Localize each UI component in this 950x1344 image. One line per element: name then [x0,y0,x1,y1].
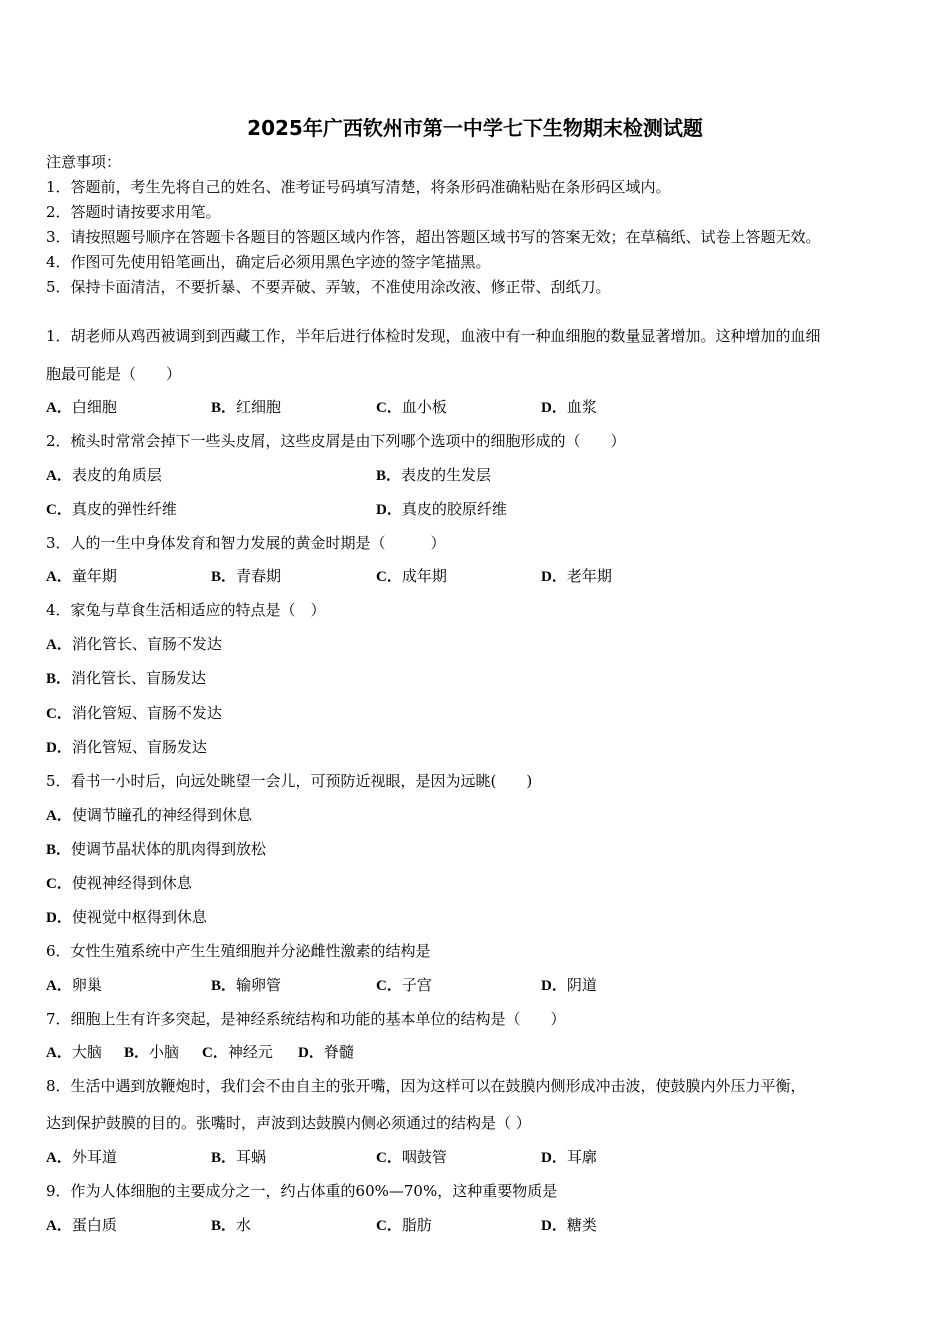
question-6-stem: 6．女性生殖系统中产生生殖细胞并分泌雌性激素的结构是 [46,942,431,960]
q6-option-b: B．输卵管 [211,976,282,994]
q7-option-b: B．小脑 [124,1043,180,1061]
q5-option-d: D．使视觉中枢得到休息 [46,908,207,926]
question-2-stem: 2．梳头时常常会掉下一些头皮屑，这些皮屑是由下列哪个选项中的细胞形成的（ ） [46,432,626,450]
exam-title: 2025年广西钦州市第一中学七下生物期末检测试题 [247,116,703,140]
question-8-stem: 8．生活中遇到放鞭炮时，我们会不由自主的张开嘴，因为这样可以在鼓膜内侧形成冲击波，使鼓膜内外压力平衡， [46,1077,806,1095]
q6-option-d: D．阴道 [541,976,597,994]
q4-option-d: D．消化管短、盲肠发达 [46,738,207,756]
notice-item: 1．答题前，考生先将自己的姓名、准考证号码填写清楚，将条形码准确粘贴在条形码区域内。 [46,178,671,196]
q1-option-d: D．血浆 [541,398,597,416]
notice-heading: 注意事项： [46,153,122,171]
notice-item: 2．答题时请按要求用笔。 [46,203,221,221]
q2-option-b: B．表皮的生发层 [376,466,492,484]
q3-option-c: C．成年期 [376,567,447,585]
q9-option-b: B．水 [211,1216,252,1234]
q8-option-d: D．耳廓 [541,1148,597,1166]
q3-option-a: A．童年期 [46,567,117,585]
q3-option-d: D．老年期 [541,567,612,585]
question-4-stem: 4．家兔与草食生活相适应的特点是（ ） [46,601,326,619]
notice-item: 4．作图可先使用铅笔画出，确定后必须用黑色字迹的签字笔描黑。 [46,253,491,271]
q1-option-a: A．白细胞 [46,398,117,416]
q3-option-b: B．青春期 [211,567,282,585]
question-3-stem: 3．人的一生中身体发育和智力发展的黄金时期是（ ） [46,534,446,552]
q8-option-a: A．外耳道 [46,1148,117,1166]
q9-option-c: C．脂肪 [376,1216,432,1234]
q2-option-a: A．表皮的角质层 [46,466,162,484]
q2-option-c: C．真皮的弹性纤维 [46,500,177,518]
q4-option-c: C．消化管短、盲肠不发达 [46,704,222,722]
question-9-stem: 9．作为人体细胞的主要成分之一，约占体重的60%—70%，这种重要物质是 [46,1182,558,1200]
q1-option-b: B．红细胞 [211,398,282,416]
q9-option-a: A．蛋白质 [46,1216,117,1234]
question-5-stem: 5．看书一小时后，向远处眺望一会儿，可预防近视眼，是因为远眺( ) [46,772,533,790]
notice-item: 5．保持卡面清洁，不要折暴、不要弄破、弄皱，不准使用涂改液、修正带、刮纸刀。 [46,278,611,296]
q8-option-b: B．耳蜗 [211,1148,267,1166]
q8-option-c: C．咽鼓管 [376,1148,447,1166]
q2-option-d: D．真皮的胶原纤维 [376,500,507,518]
question-7-stem: 7．细胞上生有许多突起，是神经系统结构和功能的基本单位的结构是（ ） [46,1010,566,1028]
q7-option-c: C．神经元 [202,1043,273,1061]
q7-option-a: A．大脑 [46,1043,102,1061]
q1-option-c: C．血小板 [376,398,447,416]
q5-option-c: C．使视神经得到休息 [46,874,192,892]
q9-option-d: D．糖类 [541,1216,597,1234]
q6-option-c: C．子宫 [376,976,432,994]
q5-option-b: B．使调节晶状体的肌肉得到放松 [46,840,267,858]
q4-option-b: B．消化管长、盲肠发达 [46,669,207,687]
notice-item: 3．请按照题号顺序在答题卡各题目的答题区域内作答，超出答题区域书写的答案无效；在草稿纸、试卷上答题无效。 [46,228,821,246]
question-1-stem: 1．胡老师从鸡西被调到到西藏工作，半年后进行体检时发现，血液中有一种血细胞的数量显著增加。这种增加的血细 [46,327,821,345]
q5-option-a: A．使调节瞳孔的神经得到休息 [46,806,252,824]
q4-option-a: A．消化管长、盲肠不发达 [46,635,222,653]
q6-option-a: A．卵巢 [46,976,102,994]
question-1-stem-cont: 胞最可能是（ ） [46,365,182,383]
q7-option-d: D．脊髓 [298,1043,354,1061]
question-8-stem-cont: 达到保护鼓膜的目的。张嘴时，声波到达鼓膜内侧必须通过的结构是（ ） [46,1114,531,1132]
